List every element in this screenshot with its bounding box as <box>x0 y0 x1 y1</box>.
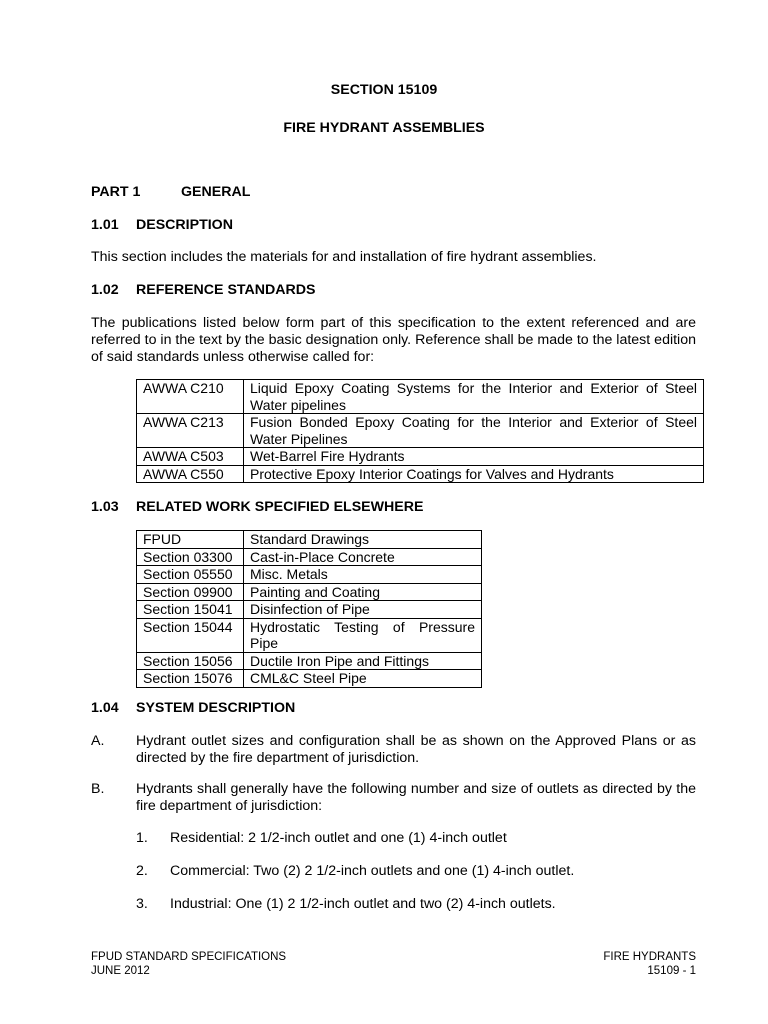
section-title: FIRE HYDRANT ASSEMBLIES <box>283 120 485 136</box>
related-section: Section 15056 <box>137 652 244 670</box>
description-heading <box>91 217 233 234</box>
subitem-label: 2. <box>136 863 148 879</box>
description-text: This section includes the materials for and installation of fire hydrant assemblies. <box>91 249 597 265</box>
heading-title: DESCRIPTION <box>136 217 233 233</box>
related-work-table <box>136 530 482 688</box>
heading-title: RELATED WORK SPECIFIED ELSEWHERE <box>136 499 424 515</box>
footer-left <box>91 950 286 978</box>
table-row <box>137 583 482 601</box>
subitem-label: 3. <box>136 896 148 912</box>
footer-date: JUNE 2012 <box>91 965 150 977</box>
system-description-heading <box>91 700 295 717</box>
table-row <box>137 670 482 688</box>
table-row <box>137 448 704 466</box>
related-title: Cast-in-Place Concrete <box>244 548 482 566</box>
table-row <box>137 380 704 414</box>
footer-page-number: 15109 - 1 <box>647 965 696 977</box>
table-row <box>137 652 482 670</box>
related-title: Hydrostatic Testing of Pressure Pipe <box>244 618 482 652</box>
related-title: CML&C Steel Pipe <box>244 670 482 688</box>
related-section: Section 15041 <box>137 601 244 619</box>
standard-code: AWWA C213 <box>137 414 244 448</box>
heading-title: SYSTEM DESCRIPTION <box>136 700 296 716</box>
standard-code: AWWA C550 <box>137 465 244 483</box>
item-label: A. <box>91 733 105 749</box>
item-text: Hydrant outlet sizes and configuration shall be as shown on the Approved Plans or as directed by the fire department of jurisdiction. <box>136 733 696 766</box>
section-number: SECTION 15109 <box>330 82 438 98</box>
reference-standards-heading <box>91 282 315 299</box>
footer-section-title: FIRE HYDRANTS <box>603 951 696 963</box>
subitem-text: Industrial: One (1) 2 1/2-inch outlet and two (2) 4-inch outlets. <box>170 896 556 912</box>
item-label: B. <box>91 781 105 797</box>
part-title: GENERAL <box>181 184 251 200</box>
reference-standards-table <box>136 379 704 483</box>
related-title: Painting and Coating <box>244 583 482 601</box>
table-row <box>137 465 704 483</box>
table-row <box>137 531 482 549</box>
standard-title: Liquid Epoxy Coating Systems for the Interior and Exterior of Steel Water pipelines <box>244 380 704 414</box>
table-row <box>137 601 482 619</box>
standard-code: AWWA C503 <box>137 448 244 466</box>
table-row <box>137 566 482 584</box>
related-title: Ductile Iron Pipe and Fittings <box>244 652 482 670</box>
footer-spec-name: FPUD STANDARD SPECIFICATIONS <box>91 951 287 963</box>
heading-title: REFERENCE STANDARDS <box>136 282 316 298</box>
related-section: Section 05550 <box>137 566 244 584</box>
related-work-heading <box>91 499 423 516</box>
standard-title: Wet-Barrel Fire Hydrants <box>244 448 704 466</box>
related-title: Misc. Metals <box>244 566 482 584</box>
table-row <box>137 618 482 652</box>
heading-number: 1.04 <box>91 700 119 716</box>
part-number: PART 1 <box>91 184 141 200</box>
standard-code: AWWA C210 <box>137 380 244 414</box>
table-row <box>137 548 482 566</box>
part-heading <box>91 184 250 201</box>
related-section: Section 15076 <box>137 670 244 688</box>
related-section: Section 09900 <box>137 583 244 601</box>
heading-number: 1.01 <box>91 217 119 233</box>
heading-number: 1.02 <box>91 282 119 298</box>
related-section: Section 15044 <box>137 618 244 652</box>
standard-title: Protective Epoxy Interior Coatings for Valves and Hydrants <box>244 465 704 483</box>
reference-standards-intro: The publications listed below form part of this specification to the extent referenced and are referred to in the text by the basic designation only. Reference shall be made to the latest edition of said standards unless otherwise called for: <box>91 315 696 365</box>
subitem-text: Residential: 2 1/2-inch outlet and one (1) 4-inch outlet <box>170 830 507 846</box>
table-row <box>137 414 704 448</box>
subitem-text: Commercial: Two (2) 2 1/2-inch outlets and one (1) 4-inch outlet. <box>170 863 575 879</box>
footer-right <box>520 950 696 978</box>
subitem-label: 1. <box>136 830 148 846</box>
standard-title: Fusion Bonded Epoxy Coating for the Interior and Exterior of Steel Water Pipelines <box>244 414 704 448</box>
item-text: Hydrants shall generally have the following number and size of outlets as directed by the fire department of jurisdiction: <box>136 781 696 814</box>
related-section: Section 03300 <box>137 548 244 566</box>
related-title: Disinfection of Pipe <box>244 601 482 619</box>
heading-number: 1.03 <box>91 499 119 515</box>
related-title: Standard Drawings <box>244 531 482 549</box>
related-section: FPUD <box>137 531 244 549</box>
